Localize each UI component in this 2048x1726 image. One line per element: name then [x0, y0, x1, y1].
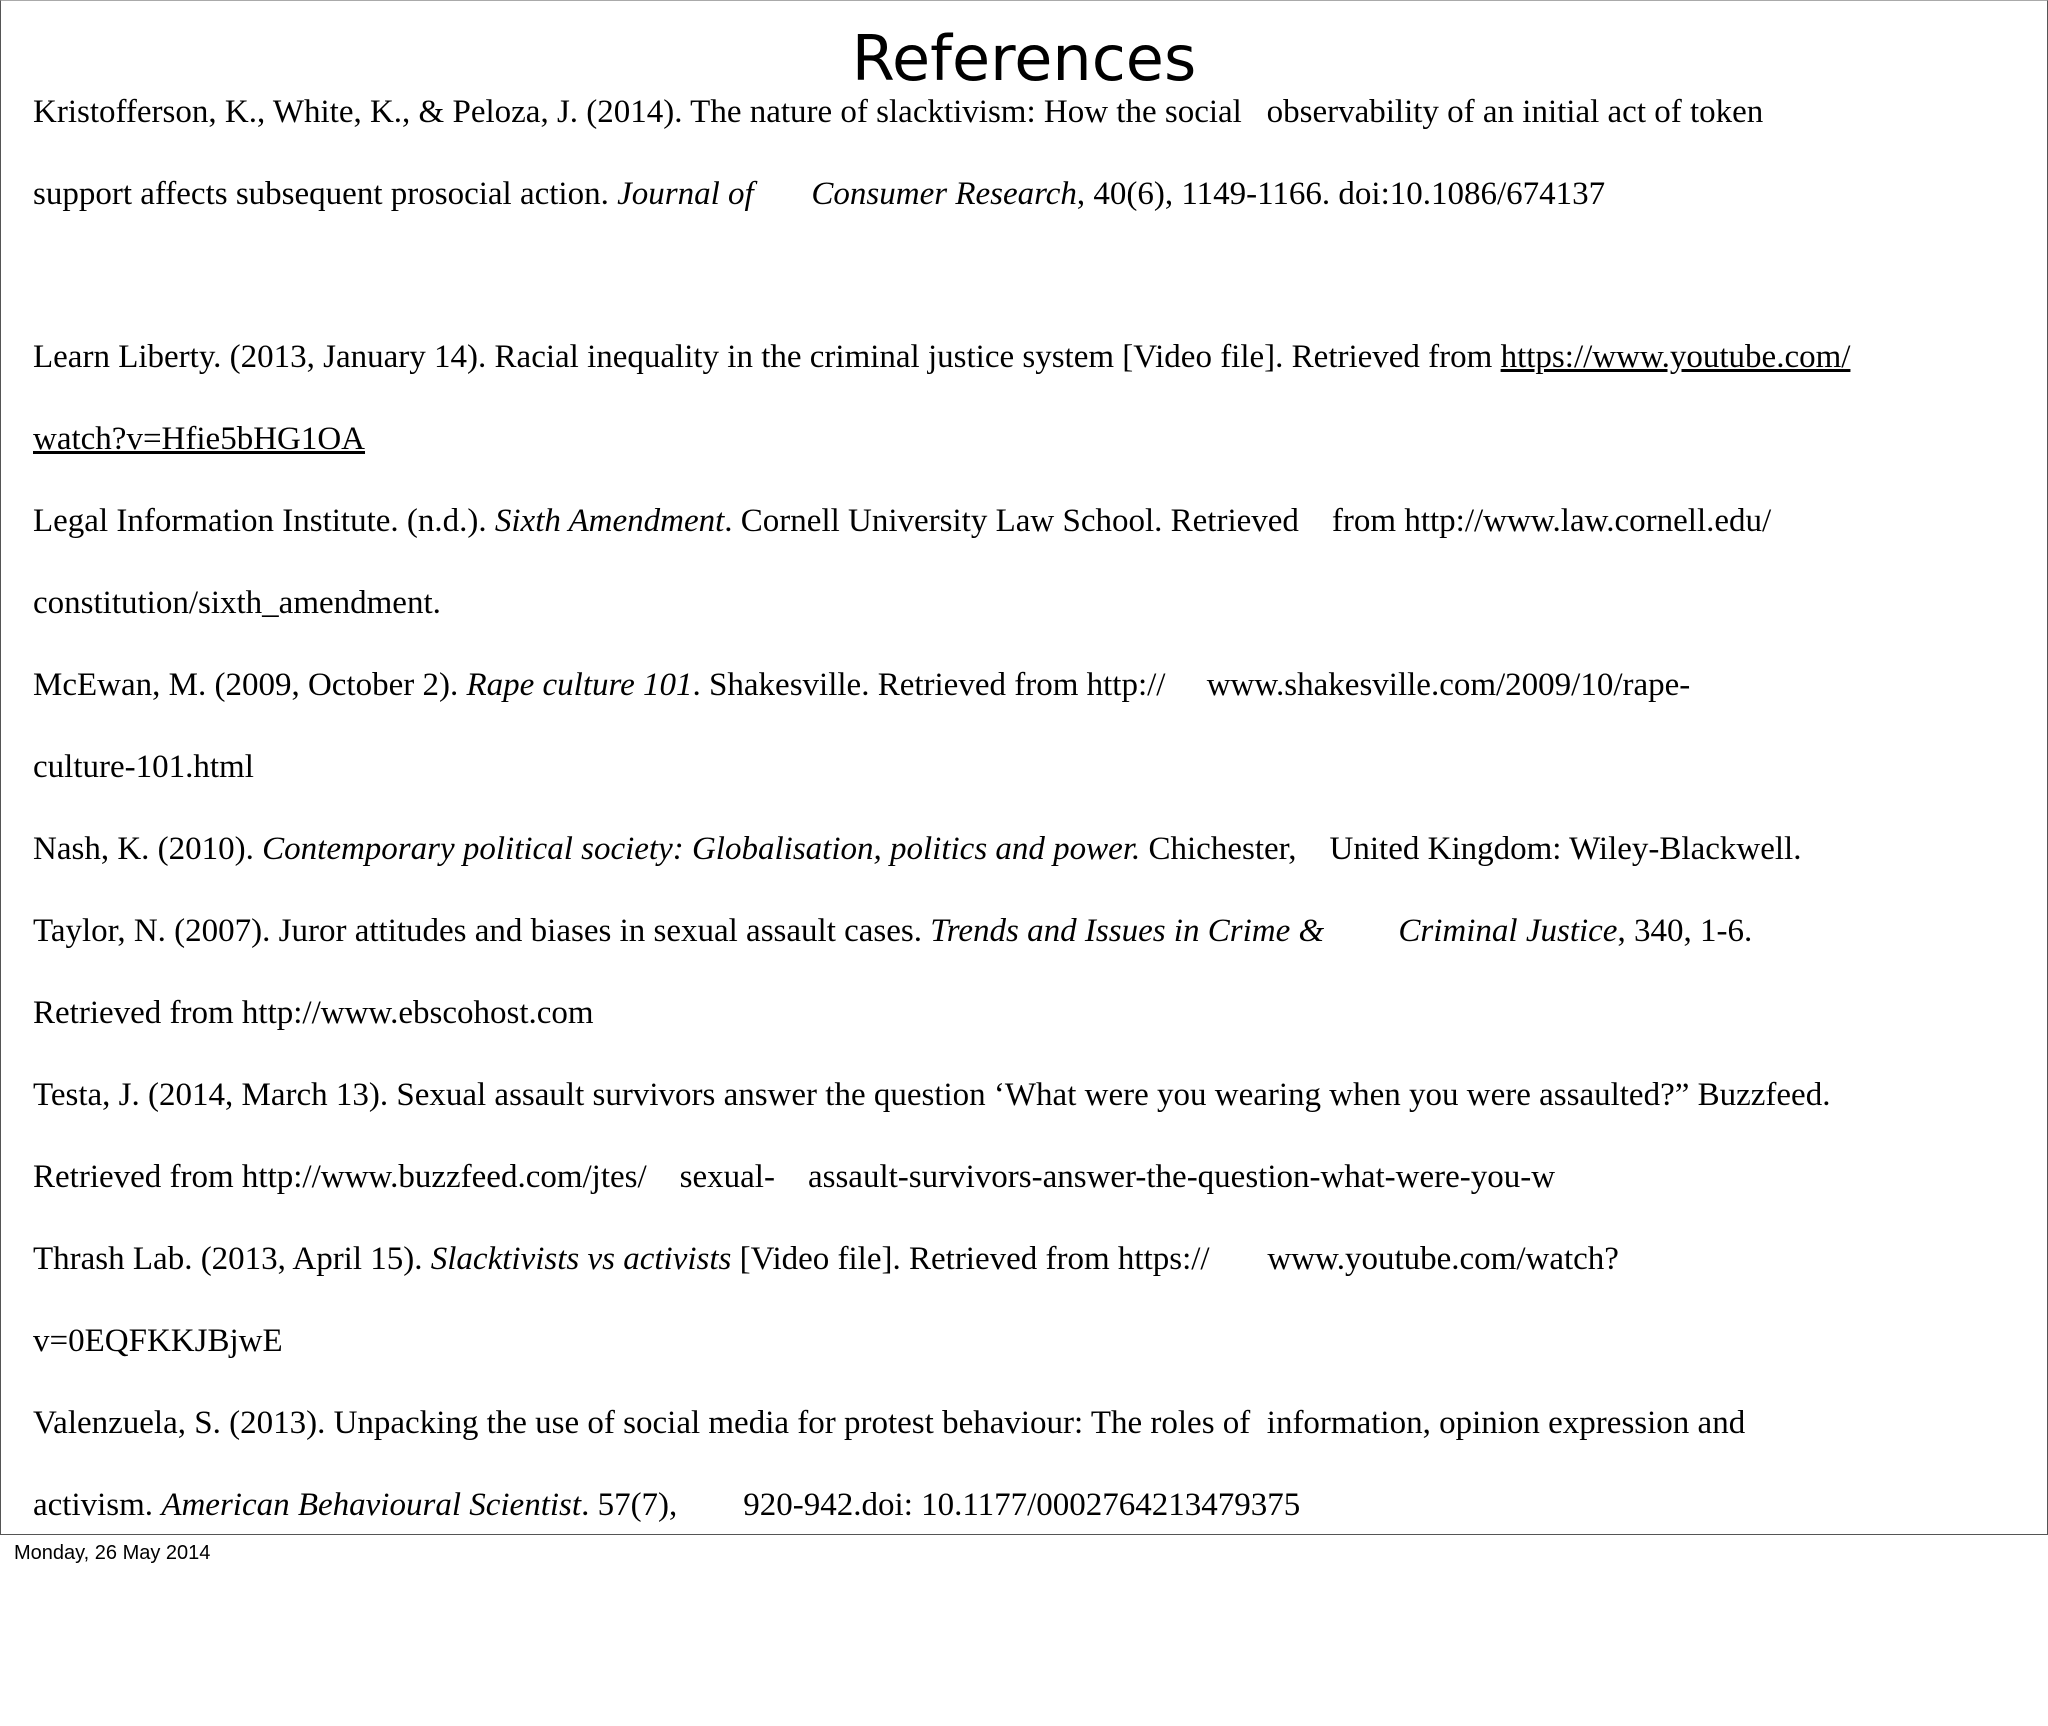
- reference-text: support affects subsequent prosocial action.: [33, 176, 618, 212]
- reference-text: Thrash Lab. (2013, April 15).: [33, 1241, 431, 1277]
- reference-text: , 40(6), 1149-1166. doi:10.1086/674137: [1076, 176, 1606, 212]
- reference-text: , 340, 1-6.: [1617, 913, 1753, 949]
- reference-italic-text: American Behavioural Scientist: [161, 1487, 582, 1523]
- reference-line: [33, 1075, 1830, 1115]
- reference-line: [33, 1321, 283, 1361]
- reference-text: Testa, J. (2014, March 13). Sexual assault survivors answer the question ‘What were you wearing when you were assaulted?” Buzzfeed.: [33, 1077, 1831, 1113]
- reference-italic-text: Slacktivists vs activists: [430, 1241, 732, 1277]
- reference-italic-text: Contemporary political society: Globalisation, politics and power.: [262, 831, 1141, 867]
- reference-line: [33, 337, 1850, 377]
- reference-text: constitution/sixth_amendment.: [33, 585, 441, 621]
- reference-line: [33, 747, 254, 787]
- reference-italic-text: Journal of Consumer Research: [617, 176, 1077, 212]
- page-title: References: [851, 22, 1197, 95]
- reference-text: culture-101.html: [33, 749, 254, 785]
- reference-link[interactable]: https://www.youtube.com/: [1500, 339, 1851, 375]
- reference-line: [33, 501, 1771, 541]
- reference-text: Retrieved from http://www.ebscohost.com: [33, 995, 594, 1031]
- reference-line: [33, 1157, 1555, 1197]
- reference-line: [33, 665, 1690, 705]
- footer-date: Monday, 26 May 2014: [14, 1542, 211, 1564]
- reference-line: [33, 174, 1605, 214]
- reference-italic-text: Rape culture 101: [466, 667, 693, 703]
- reference-text: Legal Information Institute. (n.d.).: [33, 503, 495, 539]
- reference-line: [33, 1239, 1619, 1279]
- reference-line: [33, 92, 1763, 132]
- reference-line: [33, 1485, 1300, 1525]
- reference-text: Learn Liberty. (2013, January 14). Racial inequality in the criminal justice system [Video file]. Retrieved from: [33, 339, 1501, 375]
- reference-link[interactable]: watch?v=Hfie5bHG1OA: [33, 421, 366, 457]
- reference-italic-text: Sixth Amendment: [494, 503, 725, 539]
- reference-text: Kristofferson, K., White, K., & Peloza, J. (2014). The nature of slacktivism: How the social observability of an initial act of token: [33, 94, 1764, 130]
- reference-line: [33, 419, 365, 459]
- reference-text: Retrieved from http://www.buzzfeed.com/jtes/ sexual- assault-survivors-answer-the-question-what-were-you-w: [33, 1159, 1556, 1195]
- reference-italic-text: Trends and Issues in Crime & Criminal Justice: [930, 913, 1618, 949]
- reference-text: [Video file]. Retrieved from https:// www.youtube.com/watch?: [731, 1241, 1619, 1277]
- reference-line: [33, 829, 1801, 869]
- reference-line: [33, 911, 1752, 951]
- reference-text: activism.: [33, 1487, 162, 1523]
- reference-line: [33, 583, 441, 623]
- reference-text: Taylor, N. (2007). Juror attitudes and biases in sexual assault cases.: [33, 913, 931, 949]
- reference-text: . Shakesville. Retrieved from http:// www.shakesville.com/2009/10/rape-: [692, 667, 1691, 703]
- reference-text: Chichester, United Kingdom: Wiley-Blackwell.: [1140, 831, 1802, 867]
- reference-line: [33, 1403, 1745, 1443]
- reference-text: . Cornell University Law School. Retrieved from http://www.law.cornell.edu/: [724, 503, 1772, 539]
- reference-text: McEwan, M. (2009, October 2).: [33, 667, 467, 703]
- reference-text: Nash, K. (2010).: [33, 831, 263, 867]
- reference-text: . 57(7), 920-942.doi: 10.1177/0002764213479375: [581, 1487, 1301, 1523]
- reference-text: v=0EQFKKJBjwE: [33, 1323, 283, 1359]
- reference-text: Valenzuela, S. (2013). Unpacking the use of social media for protest behaviour: The roles of information, opinion expression and: [33, 1405, 1746, 1441]
- reference-line: [33, 993, 594, 1033]
